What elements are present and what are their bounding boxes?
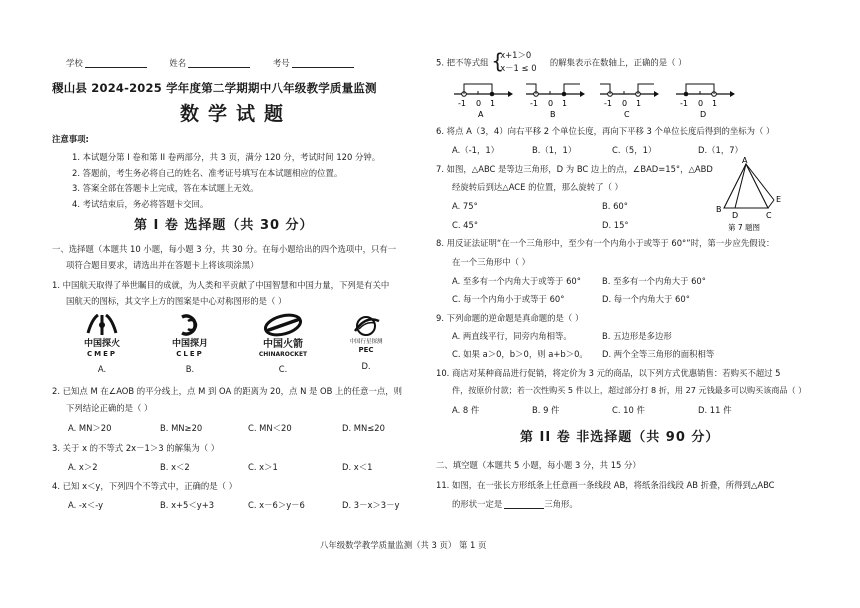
point-label-d: D [732,211,739,220]
q2-option-b[interactable]: B. MN≥20 [160,423,203,433]
q5-sys-line: x+1＞0 [500,50,532,60]
q5-suffix: 的解集表示在数轴上，正确的是（ ） [549,57,687,68]
q5-system [491,50,547,76]
q5-sys-line: x－1 ≤ 0 [500,63,537,73]
q7-text-cont: 经旋转后到达△ACE 的位置，那么旋转了（ ） [452,182,623,192]
tick-label: 0 [698,99,704,108]
option-label: D. [361,361,371,372]
q4-option-a[interactable]: A. -x＜-y [68,500,104,510]
logo-en-text: CHINAROCKET [258,351,308,359]
q10-option-b[interactable]: B. 9 件 [532,405,560,415]
notes-heading: 注意事项: [52,134,89,144]
tick-label: -1 [604,99,612,108]
number-line-d[interactable] [676,84,735,118]
part1-title: 第 I 卷 选择题（共 30 分） [134,218,314,233]
tick-label: 0 [548,99,554,108]
q4-option-d[interactable]: D. 3－x＞3－y [342,500,400,510]
q2-text: 2. 已知点 M 在∠AOB 的平分线上，点 M 到 OA 的距离为 20，点 N 是 OB 上的任意一点，则 [52,386,403,396]
q11-text: 11. 如图，在一张长方形纸条上任意画一条线段 AB，将纸条沿线段 AB 折叠，所得到△ABC [436,480,775,490]
logo-cn-text: 中国探火 [83,339,120,350]
number-line-b[interactable] [526,84,585,118]
q3-text: 3. 关于 x 的不等式 2x－1＞3 的解集为（ ） [52,443,220,453]
pec-logo-icon [349,313,383,337]
point-label-c: C [766,211,772,220]
option-label: B. [185,364,195,375]
q3-option-d[interactable]: D. x＜1 [342,462,373,472]
q1-logo-a[interactable] [74,313,130,374]
q1-logo-c[interactable] [248,313,318,374]
student-info-row [66,58,354,68]
q7-option-c[interactable]: C. 45° [452,220,479,230]
exam-no-blank[interactable] [292,59,354,68]
q10-option-a[interactable]: A. 8 件 [452,405,480,415]
clep-logo-icon [170,313,210,337]
tick-label: -1 [530,99,538,108]
point-label-b: B [716,205,722,214]
q6-option-a[interactable]: A.（-1，1） [452,145,500,155]
q8-option-c[interactable]: C. 每一个内角小于或等于 60° [452,294,565,304]
school-blank[interactable] [85,59,147,68]
number-line-c[interactable] [600,84,659,118]
q4-option-c[interactable]: C. x－6＞y－6 [248,500,305,510]
option-label: B [550,110,556,118]
q2-option-d[interactable]: D. MN≤20 [342,423,385,433]
logo-cn-text: 中国行星探测 [349,339,383,346]
exam-no-label: 考号 [272,58,290,68]
q7-option-a[interactable]: A. 75° [452,201,478,211]
q9-option-c[interactable]: C. 如果 a＞0，b＞0，则 a+b＞0。 [452,349,588,359]
q8-option-b[interactable]: B. 至多有一个内角大于 60° [602,276,706,286]
q1-logo-d[interactable] [338,313,394,371]
q6-text: 6. 将点 A（3，4）向右平移 2 个单位长度，再向下平移 3 个单位长度后得到的坐标为（ ） [436,126,775,136]
name-label: 姓名 [169,58,187,68]
q7-option-b[interactable]: B. 60° [602,201,628,211]
q10-text: 10. 商店对某种商品进行促销，将定价为 3 元的商品，以下列方式优惠销售：若购买不超过 5 [436,368,781,378]
number-line-a[interactable] [454,84,513,118]
q3-option-a[interactable]: A. x＞2 [68,462,98,472]
q11-answer-blank[interactable] [504,500,544,509]
q5-prefix: 5. 把不等式组 [436,57,489,68]
tick-label: 1 [490,99,496,108]
tick-label: 0 [622,99,628,108]
point-label-e: E [776,195,782,204]
school-label: 学校 [66,58,83,68]
q1-text-cont: 国航天的图标，其文字上方的图案是中心对称图形的是（ ） [66,296,287,306]
point-label-a: A [742,156,748,165]
option-label: A [478,110,484,118]
tick-label: 1 [636,99,642,108]
q6-option-b[interactable]: B.（1，1） [532,145,577,155]
logo-cn-text: 中国火箭 [263,339,303,351]
q11-prefix: 的形状一定是 [452,499,503,509]
q5-number-lines [450,76,750,118]
q8-option-d[interactable]: D. 每一个内角大于 60° [602,294,690,304]
note-item: 1. 本试题分第 I 卷和第 II 卷两部分，共 3 页，满分 120 分，考试时间 120 分钟。 [72,152,381,162]
q3-option-b[interactable]: B. x＜2 [160,462,190,472]
tick-label: 0 [476,99,482,108]
option-label: D [700,110,707,118]
brace-icon: { [491,49,504,73]
q8-option-a[interactable]: A. 至多有一个内角大于或等于 60° [452,276,581,286]
q10-option-d[interactable]: D. 11 件 [698,405,732,415]
q1-logo-b[interactable] [160,313,220,374]
q11-text-cont [452,499,578,509]
q8-text: 8. 用反证法证明“在一个三角形中，至少有一个内角小于或等于 60°”时，第一步应先假设： [436,238,775,248]
q4-text: 4. 已知 x＜y，下列四个不等式中，正确的是（ ） [52,481,238,491]
logo-en-text: PEC [358,345,374,354]
exam-title: 稷山县 2024-2025 学年度第二学期期中八年级教学质量监测 [52,81,377,95]
q10-option-c[interactable]: C. 10 件 [612,405,645,415]
q6-option-d[interactable]: D.（1，7） [698,145,743,155]
note-item: 2. 答题前，考生务必将自己的姓名、准考证号填写在本试题相应的位置。 [72,168,343,178]
logo-cn-text: 中国探月 [171,339,208,350]
tick-label: 1 [712,99,718,108]
q6-option-c[interactable]: C.（5，1） [612,145,657,155]
subject-title: 数学试题 [180,103,293,125]
page-footer: 八年级数学教学质量监测（共 3 页） 第 1 页 [320,540,487,550]
section2-intro: 二、填空题（本题共 5 小题，每小题 3 分，共 15 分） [436,460,641,470]
tick-label: 1 [562,99,568,108]
figure-caption: 第 7 题图 [728,223,761,232]
note-item: 3. 答案全部在答题卡上完成，答在本试题上无效。 [72,183,259,193]
q9-option-d[interactable]: D. 两个全等三角形的面积相等 [602,349,715,359]
q9-option-a[interactable]: A. 两直线平行，同旁内角相等。 [452,331,572,341]
part2-title: 第 II 卷 非选择题（共 90 分） [520,430,720,445]
name-blank[interactable] [188,59,250,68]
q7-text: 7. 如图，△ABC 是等边三角形，D 为 BC 边上的点，∠BAD=15°，△ABD [436,164,713,174]
tick-label: -1 [458,99,466,108]
logo-en-text: CMEP [86,349,117,358]
q3-option-c[interactable]: C. x＞1 [248,462,278,472]
q8-text-cont: 在一个三角形中（ ） [452,257,531,267]
q9-text: 9. 下列命题的逆命题是真命题的是（ ） [436,313,584,323]
q10-text-cont: 件，按原价付款；若一次性购买 5 件以上，超过部分打 8 折，用 27 元钱最多可以购买该商品（ ） [452,385,807,395]
chinarocket-logo-icon [260,313,306,337]
option-label: A. [97,364,107,375]
q1-text: 1. 中国航天取得了举世瞩目的成就，为人类和平贡献了中国智慧和中国力量，下列是有关中 [52,280,390,290]
q2-text-cont: 下列结论正确的是（ ） [66,403,153,413]
option-label: C [624,110,630,118]
q4-option-b[interactable]: B. x+5＜y+3 [160,500,215,510]
q9-option-b[interactable]: B. 五边形是多边形 [602,331,672,341]
q2-option-c[interactable]: C. MN＜20 [248,423,292,433]
cmep-logo-icon [82,313,122,337]
q7-triangle-figure [716,156,786,234]
q2-option-a[interactable]: A. MN＞20 [68,423,112,433]
note-item: 4. 考试结束后，务必将答题卡交回。 [72,199,209,209]
q7-option-d[interactable]: D. 15° [602,220,629,230]
section1-intro: 一、选择题（本题共 10 小题，每小题 3 分，共 30 分。在每小题给出的四个选项中，只有一 [52,244,397,254]
section1-intro-cont: 项符合题目要求，请选出并在答题卡上将该项涂黑） [66,260,259,270]
logo-en-text: CLEP [176,349,204,358]
tick-label: -1 [680,99,688,108]
option-label: C. [278,364,288,375]
q5-text [436,50,687,76]
q11-suffix: 三角形。 [544,499,578,509]
